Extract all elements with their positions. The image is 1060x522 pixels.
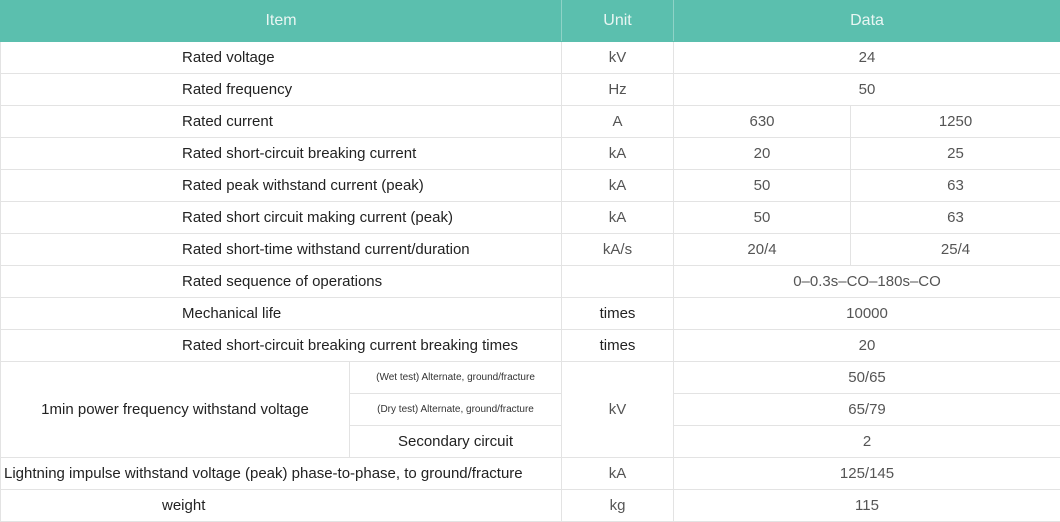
unit-cell: kV [562, 42, 674, 74]
item-cell: Rated short-circuit breaking current [1, 138, 562, 170]
data-cell-630a: 50 [674, 170, 851, 202]
item-cell: Rated voltage [1, 42, 562, 74]
data-cell-1250a: 25/4 [851, 234, 1060, 266]
table-row [1, 330, 1060, 362]
unit-cell: kA [562, 458, 674, 490]
header-unit: Unit [562, 1, 674, 42]
item-cell: Rated short circuit making current (peak) [1, 202, 562, 234]
item-cell-weight: weight [1, 490, 562, 522]
data-cell-630a: 630 [674, 106, 851, 138]
table-header-row [1, 1, 1060, 42]
data-cell-1250a: 25 [851, 138, 1060, 170]
table-row [1, 170, 1060, 202]
table-row [1, 490, 1060, 522]
unit-cell: kA [562, 170, 674, 202]
table-row [1, 42, 1060, 74]
unit-cell: kA [562, 202, 674, 234]
data-cell-1250a: 63 [851, 202, 1060, 234]
sub-item-secondary-circuit: Secondary circuit [350, 426, 562, 458]
item-cell: Rated frequency [1, 74, 562, 106]
item-cell: Rated current [1, 106, 562, 138]
unit-cell: times [562, 298, 674, 330]
unit-cell: A [562, 106, 674, 138]
table-row [1, 234, 1060, 266]
table-row [1, 138, 1060, 170]
unit-cell: times [562, 330, 674, 362]
data-cell: 0–0.3s–CO–180s–CO [674, 266, 1060, 298]
table-row [1, 362, 1060, 394]
data-cell: 125/145 [674, 458, 1060, 490]
data-cell: 24 [674, 42, 1060, 74]
unit-cell [562, 266, 674, 298]
data-cell-630a: 50 [674, 202, 851, 234]
unit-cell: kV [562, 362, 674, 458]
data-cell: 65/79 [674, 394, 1060, 426]
data-cell: 20 [674, 330, 1060, 362]
item-cell: Mechanical life [1, 298, 562, 330]
unit-cell: kA/s [562, 234, 674, 266]
data-cell: 50/65 [674, 362, 1060, 394]
data-cell-1250a: 63 [851, 170, 1060, 202]
data-cell-630a: 20/4 [674, 234, 851, 266]
data-cell: 2 [674, 426, 1060, 458]
table-row [1, 74, 1060, 106]
table-row [1, 266, 1060, 298]
table-row [1, 298, 1060, 330]
data-cell: 10000 [674, 298, 1060, 330]
table-row [1, 202, 1060, 234]
item-cell: Rated sequence of operations [1, 266, 562, 298]
table-row [1, 106, 1060, 138]
header-data: Data [674, 1, 1060, 42]
unit-cell: kg [562, 490, 674, 522]
sub-item-wet-test: (Wet test) Alternate, ground/fracture [350, 362, 562, 394]
table-row [1, 458, 1060, 490]
data-cell: 115 [674, 490, 1060, 522]
header-item: Item [1, 1, 562, 42]
item-cell: Rated short-circuit breaking current breaking times [1, 330, 562, 362]
item-cell: Rated short-time withstand current/duration [1, 234, 562, 266]
item-cell-power-frequency: 1min power frequency withstand voltage [1, 362, 350, 458]
sub-item-dry-test: (Dry test) Alternate, ground/fracture [350, 394, 562, 426]
data-cell-630a: 20 [674, 138, 851, 170]
item-cell-lightning: Lightning impulse withstand voltage (peak) phase-to-phase, to ground/fracture [1, 458, 562, 490]
item-cell: Rated peak withstand current (peak) [1, 170, 562, 202]
data-cell: 50 [674, 74, 1060, 106]
unit-cell: kA [562, 138, 674, 170]
data-cell-1250a: 1250 [851, 106, 1060, 138]
unit-cell: Hz [562, 74, 674, 106]
